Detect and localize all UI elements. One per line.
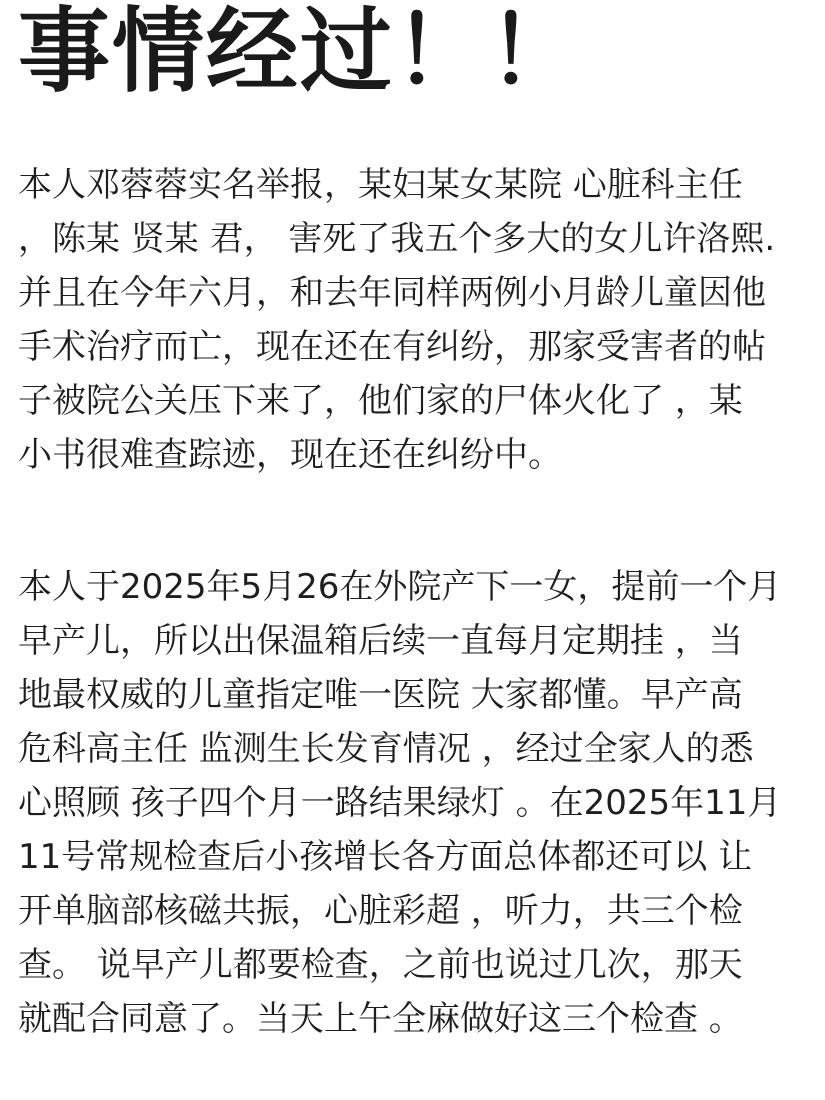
page-title: 事情经过！！: [18, 0, 583, 105]
text-line: 地最权威的儿童指定唯一医院 大家都懂。早产高: [18, 675, 743, 715]
text-line: 查。 说早产儿都要检查，之前也说过几次，那天: [18, 945, 743, 985]
text-line: 11号常规检查后小孩增长各方面总体都还可以 让: [18, 837, 753, 877]
text-line: 就配合同意了。当天上午全麻做好这三个检查 。: [18, 999, 743, 1039]
paragraph-birth-details: [18, 560, 813, 1046]
text-line: ，陈某 贤某 君， 害死了我五个多大的女儿许洛熙.: [18, 219, 776, 259]
text-line: 危科高主任 监测生长发育情况 ，经过全家人的悉: [18, 729, 754, 769]
text-line: 本人于2025年5月26在外院产下一女，提前一个月: [18, 567, 782, 607]
paragraph-report: [18, 158, 813, 482]
text-line: 本人邓蓉蓉实名举报，某妇某女某院 心脏科主任: [18, 165, 743, 205]
text-line: 手术治疗而亡，现在还在有纠纷，那家受害者的帖: [18, 327, 766, 367]
text-line: 小书很难查踪迹，现在还在纠纷中。: [18, 435, 562, 475]
text-line: 早产儿，所以出保温箱后续一直每月定期挂 ，当: [18, 621, 743, 661]
text-line: 并且在今年六月，和去年同样两例小月龄儿童因他: [18, 273, 766, 313]
text-line: 子被院公关压下来了，他们家的尸体火化了 ，某: [18, 381, 743, 421]
text-line: 心照顾 孩子四个月一路结果绿灯 。在2025年11月: [18, 783, 782, 823]
text-line: 开单脑部核磁共振，心脏彩超 ，听力，共三个检: [18, 891, 743, 931]
